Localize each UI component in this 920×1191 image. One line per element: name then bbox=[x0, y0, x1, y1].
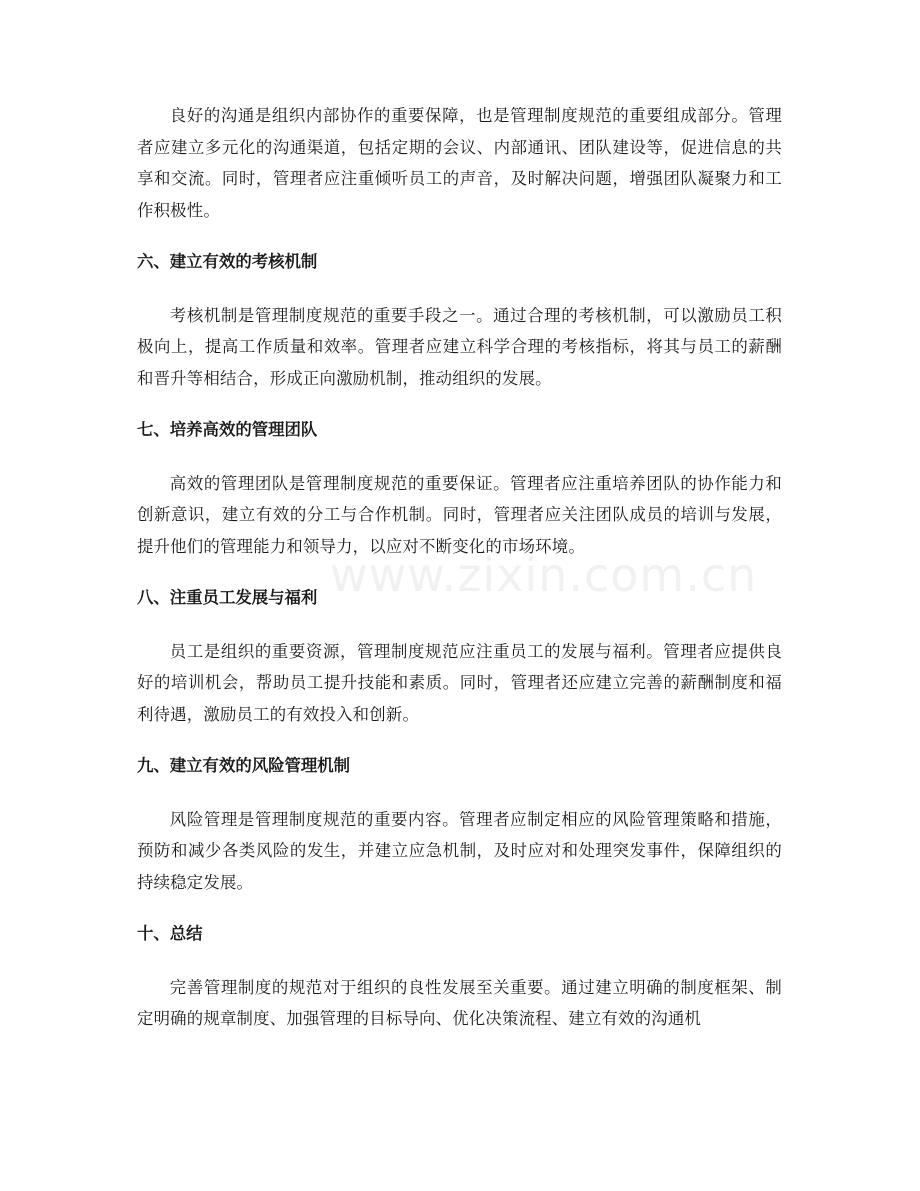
paragraph-communication: 良好的沟通是组织内部协作的重要保障，也是管理制度规范的重要组成部分。管理者应建立多元化的沟通渠道，包括定期的会议、内部通讯、团队建设等，促进信息的共享和交流。同时，管理者应注重倾听员工的声音，及时解决问题，增强团队凝聚力和工作积极性。 bbox=[137, 106, 782, 220]
heading-section-8: 八、注重员工发展与福利 bbox=[137, 588, 318, 607]
paragraph-section-7: 高效的管理团队是管理制度规范的重要保证。管理者应注重培养团队的协作能力和创新意识，建立有效的分工与合作机制。同时，管理者应关注团队成员的培训与发展，提升他们的管理能力和领导力，以应对不断变化的市场环境。 bbox=[137, 473, 782, 556]
heading-section-9: 九、建立有效的风险管理机制 bbox=[137, 756, 351, 775]
paragraph-section-6: 考核机制是管理制度规范的重要手段之一。通过合理的考核机制，可以激励员工积极向上，提高工作质量和效率。管理者应建立科学合理的考核指标，将其与员工的薪酬和晋升等相结合，形成正向激励机制，推动组织的发展。 bbox=[137, 305, 782, 388]
paragraph-section-10: 完善管理制度的规范对于组织的良性发展至关重要。通过建立明确的制度框架、制定明确的规章制度、加强管理的目标导向、优化决策流程、建立有效的沟通机 bbox=[137, 977, 782, 1028]
heading-section-10: 十、总结 bbox=[137, 924, 203, 943]
heading-section-6: 六、建立有效的考核机制 bbox=[137, 252, 318, 271]
paragraph-section-9: 风险管理是管理制度规范的重要内容。管理者应制定相应的风险管理策略和措施，预防和减少各类风险的发生，并建立应急机制，及时应对和处理突发事件，保障组织的持续稳定发展。 bbox=[137, 809, 782, 892]
heading-section-7: 七、培养高效的管理团队 bbox=[137, 420, 318, 439]
document-body bbox=[137, 100, 782, 1035]
watermark-text: www.zixin.com.cn bbox=[330, 548, 758, 602]
paragraph-section-8: 员工是组织的重要资源，管理制度规范应注重员工的发展与福利。管理者应提供良好的培训机会，帮助员工提升技能和素质。同时，管理者还应建立完善的薪酬制度和福利待遇，激励员工的有效投入和创新。 bbox=[137, 641, 782, 724]
